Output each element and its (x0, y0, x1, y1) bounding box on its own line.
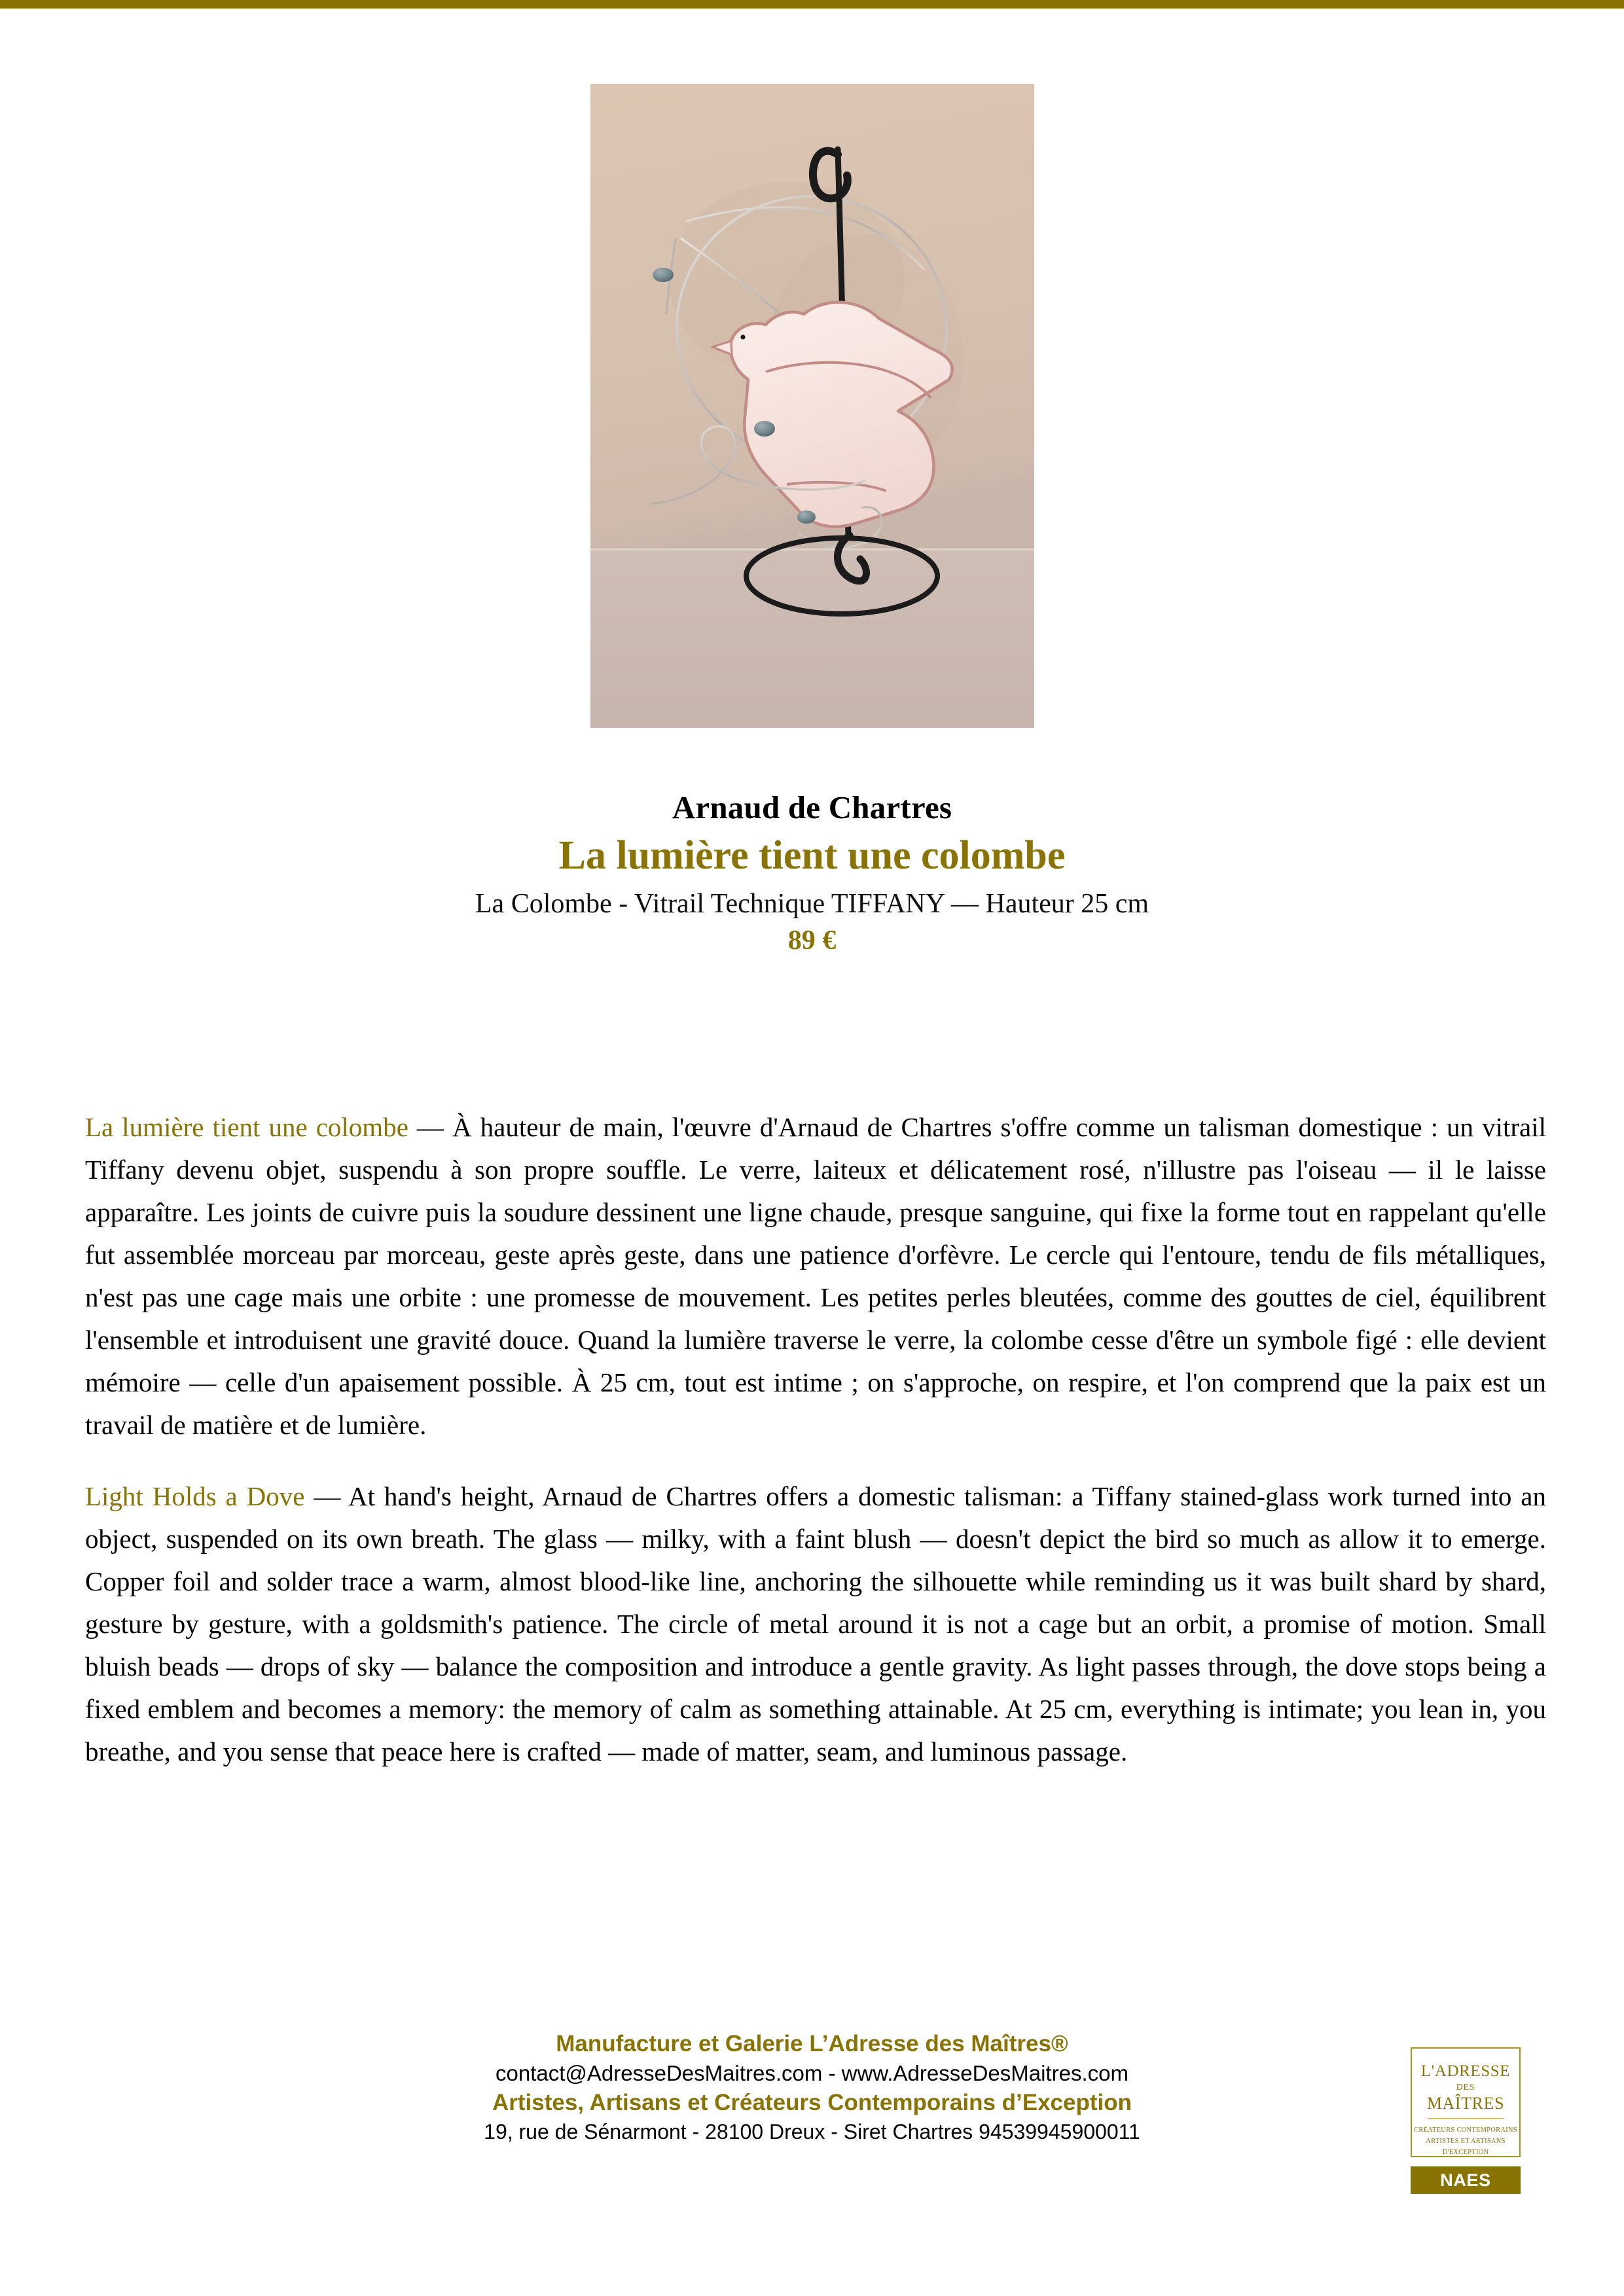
description-lead-en: Light Holds a Dove (85, 1481, 305, 1511)
logo-line-1: L'ADRESSE (1420, 2062, 1511, 2080)
logo-sub-2: ARTISTES ET ARTISANS (1426, 2138, 1506, 2145)
top-accent-bar (0, 0, 1624, 9)
description-lead-fr: La lumière tient une colombe (85, 1112, 408, 1142)
description-paragraph-en (85, 1475, 1546, 1773)
logo-sub-1: CRÉATEURS CONTEMPORAINS (1414, 2126, 1517, 2134)
work-subtitle: La Colombe - Vitrail Technique TIFFANY — Hauteur 25 cm (475, 889, 1149, 919)
artist-name: Arnaud de Chartres (672, 789, 952, 825)
naes-badge: NAES (1411, 2166, 1521, 2194)
logo-line-3: MAÎTRES (1426, 2093, 1505, 2113)
description-block (85, 1106, 1546, 1773)
logo-box (1411, 2047, 1521, 2157)
work-title: La lumière tient une colombe (558, 833, 1066, 878)
brand-logo (1411, 2047, 1527, 2194)
product-photo (590, 84, 1034, 728)
footer-company: Manufacture et Galerie L’Adresse des Maîtres® (556, 2031, 1068, 2056)
work-price: 89 € (787, 925, 837, 956)
dove-sculpture-illustration (590, 84, 1034, 728)
description-body-fr: — À hauteur de main, l'œuvre d'Arnaud de Chartres s'offre comme un talisman domestique : un vitrail Tiffany devenu objet, suspendu à son propre souffle. Le verre, laiteux et délicatement rosé, n'illustre pas l'oiseau — il le laisse apparaître. Les joints de cuivre puis la soudure dessinent une ligne chaude, presque sanguine, qui fixe la forme tout en rappelant qu'elle fut assemblée morceau par morceau, geste après geste, dans une patience d'orfèvre. Le cercle qui l'entoure, tendu de fils métalliques, n'est pas une cage mais une orbite : une promesse de mouvement. Les petites perles bleutées, comme des gouttes de ciel, équilibrent l'ensemble et introduisent une gravité douce. Quand la lumière traverse le verre, la colombe cesse d'être un symbole figé : elle devient mémoire — celle d'un apaisement possible. À 25 cm, tout est intime ; on s'approche, on respire, et l'on comprend que la paix est un travail de matière et de lumière. (85, 1112, 1546, 1440)
footer-contact[interactable]: contact@AdresseDesMaitres.com - www.AdresseDesMaitres.com (496, 2061, 1128, 2086)
logo-divider (1428, 2118, 1504, 2119)
footer-address: 19, rue de Sénarmont - 28100 Dreux - Siret Chartres 94539945900011 (484, 2119, 1140, 2144)
description-paragraph-fr (85, 1106, 1546, 1446)
footer (0, 2029, 1624, 2145)
footer-tagline: Artistes, Artisans et Créateurs Contemporains d’Exception (492, 2089, 1132, 2115)
logo-sub-3: D'EXCEPTION (1442, 2149, 1489, 2157)
description-body-en: — At hand's height, Arnaud de Chartres offers a domestic talisman: a Tiffany stained-glass work turned into an object, suspended on its own breath. The glass — milky, with a faint blush — doesn't depict the bird so much as allow it to emerge. Copper foil and solder trace a warm, almost blood-like line, anchoring the silhouette while reminding us it was built shard by shard, gesture by gesture, with a goldsmith's patience. The circle of metal around it is not a cage but an orbit, a promise of motion. Small bluish beads — drops of sky — balance the composition and introduce a gentle gravity. As light passes through, the dove stops being a fixed emblem and becomes a memory: the memory of calm as something attainable. At 25 cm, everything is intimate; you lean in, you breathe, and you sense that peace here is crafted — made of matter, seam, and luminous passage. (85, 1481, 1546, 1767)
logo-line-2: DES (1456, 2082, 1475, 2092)
